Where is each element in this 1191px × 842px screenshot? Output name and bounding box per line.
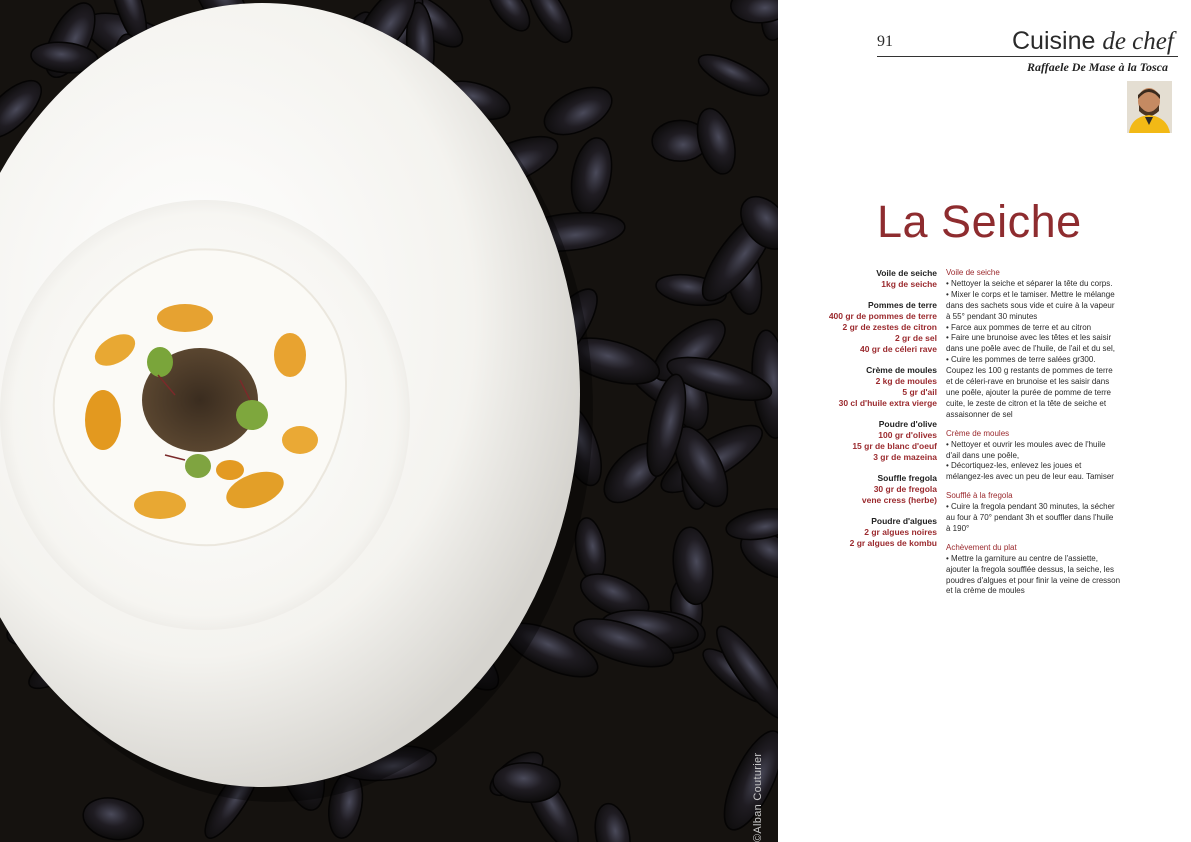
method-step-line: à 55° pendant 30 minutes — [946, 311, 1038, 321]
method-step-line: assaisonner de sel — [946, 409, 1013, 419]
brand-main: Cuisine — [1012, 27, 1103, 55]
method-step-line: • Cuire les pommes de terre salées gr300. — [946, 355, 1096, 365]
method-step-line: • Mixer le corps et le tamiser. Mettre le mélange — [946, 289, 1115, 299]
method-step-line: poudres d'algues et pour finir la veine de cresson — [946, 575, 1121, 585]
ingredient-item: 2 gr algues de kombu — [849, 538, 937, 548]
method-step-line: au four à 70° pendant 3h et souffler dans l'huile — [946, 513, 1114, 523]
ingredient-item: 2 gr algues noires — [864, 527, 937, 537]
method-section-heading: Soufflé à la fregola — [946, 491, 1013, 501]
ingredient-item: 2 gr de zestes de citron — [842, 322, 937, 332]
method-section — [946, 268, 1138, 421]
ingredient-item: 400 gr de pommes de terre — [828, 311, 937, 321]
method-step-line: dans une poêle avec de l'huile, de l'ail et du sel, — [946, 344, 1115, 354]
method-section-heading: Achèvement du plat — [946, 542, 1017, 552]
ingredient-item: 15 gr de blanc d'oeuf — [852, 441, 937, 451]
ingredient-group — [797, 300, 937, 355]
method-step-line: ajouter la fregola soufflée dessus, la seiche, les — [946, 564, 1114, 574]
ingredient-group-heading: Voile de seiche — [876, 268, 937, 278]
ingredient-item: 100 gr d'olives — [878, 430, 937, 440]
method-section-heading: Voile de seiche — [946, 268, 1000, 277]
ingredient-item: 40 gr de céleri rave — [859, 344, 937, 354]
ingredient-item: 2 kg de moules — [875, 376, 937, 386]
method-section — [946, 543, 1138, 598]
ingredient-item: 5 gr d'ail — [902, 387, 937, 397]
ingredient-group-heading: Poudre d'algues — [871, 516, 937, 526]
method-step-line: • Faire une brunoise avec les têtes et les saisir — [946, 333, 1112, 343]
method-step-line: une poêle, ajouter la purée de pomme de terre — [946, 387, 1111, 397]
ingredient-item: 1kg de seiche — [881, 279, 937, 289]
ingredient-group — [797, 516, 937, 549]
method-step-line: dans des sachets sous vide et cuire à la vapeur — [946, 300, 1115, 310]
method-step-line: • Cuire la fregola pendant 30 minutes, la sécher — [946, 502, 1115, 512]
ingredients-list — [797, 268, 937, 559]
photo-credit: ©Alban Couturier — [752, 752, 764, 842]
header-divider — [877, 56, 1178, 57]
chef-name: Raffaele De Mase à la Tosca — [1027, 60, 1168, 74]
ingredient-group — [797, 365, 937, 409]
method-step-line: cuite, le zeste de citron et la tête de seiche et — [946, 398, 1107, 408]
chef-portrait — [1127, 81, 1172, 133]
method-step-line: et de céleri-rave en brunoise et les saisir dans — [946, 377, 1110, 387]
method-step-line: à 190° — [946, 523, 970, 533]
ingredient-group-heading: Pommes de terre — [868, 300, 937, 310]
ingredient-item: vene cress (herbe) — [861, 495, 937, 505]
chef-portrait-illustration — [1127, 81, 1172, 133]
method-step-line: • Nettoyer et ouvrir les moules avec de l'huile — [946, 439, 1106, 449]
ingredient-group — [797, 419, 937, 463]
method-step-line: • Nettoyer la seiche et séparer la tête du corps. — [946, 278, 1113, 288]
page-number: 91 — [877, 33, 893, 50]
ingredient-group — [797, 473, 937, 506]
magazine-brand — [1012, 27, 1174, 56]
method-step-line: Coupez les 100 g restants de pommes de terre — [946, 366, 1113, 376]
ingredient-group — [797, 268, 937, 290]
method-steps — [946, 268, 1138, 605]
ingredient-group-heading: Souffle fregola — [877, 473, 937, 483]
ingredient-group-heading: Crème de moules — [866, 365, 937, 375]
ingredient-item: 30 gr de fregola — [873, 484, 937, 494]
method-step-line: • Farce aux pommes de terre et au citron — [946, 322, 1092, 332]
brand-accent: de chef — [1102, 28, 1174, 55]
ingredient-item: 2 gr de sel — [894, 333, 937, 343]
ingredient-item: 30 cl d'huile extra vierge — [838, 398, 937, 408]
method-section-heading: Crème de moules — [946, 428, 1010, 438]
method-step-line: mélangez-les avec un peu de leur eau. Tamiser — [946, 472, 1114, 482]
method-step-line: • Décortiquez-les, enlevez les joues et — [946, 461, 1082, 471]
ingredient-item: 3 gr de mazeina — [873, 452, 937, 462]
method-section — [946, 491, 1138, 535]
method-step-line: et la crème de moules — [946, 586, 1025, 596]
method-step-line: d'ail dans une poêle, — [946, 450, 1020, 460]
recipe-title: La Seiche — [877, 196, 1082, 247]
ingredient-group-heading: Poudre d'olive — [878, 419, 937, 429]
method-step-line: • Mettre la garniture au centre de l'assiette, — [946, 553, 1098, 563]
method-section — [946, 429, 1138, 484]
